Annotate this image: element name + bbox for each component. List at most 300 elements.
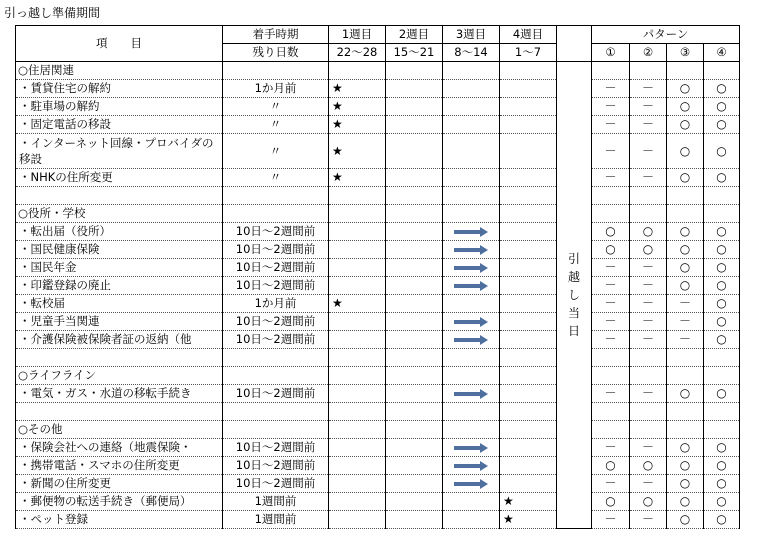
pattern-cell: － xyxy=(630,134,667,169)
week-cell xyxy=(500,385,557,403)
item-label: ・郵便物の転送手続き（郵便局） xyxy=(16,493,223,511)
empty-cell xyxy=(223,187,329,205)
pattern-cell xyxy=(704,403,740,421)
week-cell xyxy=(386,187,443,205)
document-title: 引っ越し準備期間 xyxy=(4,6,101,20)
pattern-cell xyxy=(667,205,704,223)
start-time: 10日～2週間前 xyxy=(223,241,329,259)
pattern-cell: － xyxy=(667,331,704,349)
arrow-right-icon xyxy=(454,245,488,255)
table-row xyxy=(16,493,740,511)
week-cell xyxy=(500,259,557,277)
week-cell xyxy=(386,223,443,241)
arrow-mark xyxy=(443,475,500,493)
pattern-cell: ○ xyxy=(704,457,740,475)
pattern-cell xyxy=(592,367,630,385)
star-mark: ★ xyxy=(329,80,386,98)
week-cell xyxy=(386,98,443,116)
table-row xyxy=(16,511,740,529)
start-time-header: 着手時期 xyxy=(223,26,329,44)
week-cell xyxy=(329,241,386,259)
item-label: ・電気・ガス・水道の移転手続き xyxy=(16,385,223,403)
start-time: 10日～2週間前 xyxy=(223,331,329,349)
arrow-mark xyxy=(443,331,500,349)
pattern-cell: － xyxy=(630,475,667,493)
pattern-cell: － xyxy=(592,511,630,529)
item-label: ・駐車場の解約 xyxy=(16,98,223,116)
week-cell xyxy=(329,511,386,529)
arrow-right-icon xyxy=(454,317,488,327)
arrow-mark xyxy=(443,223,500,241)
pattern-1-header: ① xyxy=(592,44,630,62)
week-cell xyxy=(443,187,500,205)
pattern-cell xyxy=(592,349,630,367)
pattern-cell: － xyxy=(592,116,630,134)
item-label: ・介護保険被保険者証の返納（他 xyxy=(16,331,223,349)
pattern-cell xyxy=(667,349,704,367)
week1-range: 22～28 xyxy=(329,44,386,62)
week-cell xyxy=(500,62,557,80)
item-label: ・国民健康保険 xyxy=(16,241,223,259)
week-cell xyxy=(500,134,557,169)
pattern-cell xyxy=(704,421,740,439)
pattern-cell: － xyxy=(592,313,630,331)
week3-range: 8～14 xyxy=(443,44,500,62)
week-cell xyxy=(443,62,500,80)
week-cell xyxy=(443,367,500,385)
moving-day-header xyxy=(557,26,592,44)
table-row xyxy=(16,98,740,116)
pattern-header: パターン xyxy=(592,26,740,44)
pattern-cell: ○ xyxy=(667,439,704,457)
table-row xyxy=(16,223,740,241)
week-cell xyxy=(443,421,500,439)
pattern-cell: ○ xyxy=(704,277,740,295)
pattern-cell: － xyxy=(630,80,667,98)
pattern-cell: － xyxy=(592,475,630,493)
week3-header: 3週目 xyxy=(443,26,500,44)
week-cell xyxy=(386,259,443,277)
pattern-cell: ○ xyxy=(704,493,740,511)
start-time: 1か月前 xyxy=(223,80,329,98)
pattern-cell: ○ xyxy=(667,457,704,475)
header-row-1 xyxy=(16,26,740,44)
item-label: ・賃貸住宅の解約 xyxy=(16,80,223,98)
table-row xyxy=(16,295,740,313)
pattern-cell: － xyxy=(630,511,667,529)
week-cell xyxy=(386,511,443,529)
star-mark: ★ xyxy=(329,295,386,313)
pattern-cell: － xyxy=(592,331,630,349)
table-row xyxy=(16,385,740,403)
week-cell xyxy=(500,475,557,493)
week-cell xyxy=(386,62,443,80)
pattern-cell: ○ xyxy=(704,169,740,187)
pattern-cell: ○ xyxy=(704,259,740,277)
pattern-cell xyxy=(630,205,667,223)
section-row xyxy=(16,421,740,439)
week-cell xyxy=(500,421,557,439)
pattern-cell: ○ xyxy=(704,241,740,259)
section-label: ○住居関連 xyxy=(16,62,223,80)
pattern-cell: ○ xyxy=(630,457,667,475)
section-row xyxy=(16,367,740,385)
pattern-3-header: ③ xyxy=(667,44,704,62)
pattern-cell: ○ xyxy=(667,98,704,116)
week-cell xyxy=(500,295,557,313)
start-time: 10日～2週間前 xyxy=(223,385,329,403)
pattern-cell xyxy=(592,187,630,205)
start-time: 10日～2週間前 xyxy=(223,457,329,475)
start-time: 10日～2週間前 xyxy=(223,475,329,493)
table-row xyxy=(16,169,740,187)
pattern-cell xyxy=(592,421,630,439)
table-row xyxy=(16,457,740,475)
pattern-cell xyxy=(704,62,740,80)
pattern-cell: － xyxy=(630,277,667,295)
pattern-cell: ○ xyxy=(704,223,740,241)
item-label: ・携帯電話・スマホの住所変更 xyxy=(16,457,223,475)
week-cell xyxy=(329,421,386,439)
week-cell xyxy=(500,223,557,241)
star-mark: ★ xyxy=(329,134,386,169)
section-label: ○ライフライン xyxy=(16,367,223,385)
pattern-cell: － xyxy=(630,313,667,331)
pattern-cell: ○ xyxy=(667,116,704,134)
pattern-cell xyxy=(704,349,740,367)
week-cell xyxy=(500,116,557,134)
pattern-cell: ○ xyxy=(704,385,740,403)
week-cell xyxy=(386,80,443,98)
week-cell xyxy=(329,475,386,493)
pattern-cell: ○ xyxy=(704,313,740,331)
item-label: ・保険会社への連絡（地震保険・ xyxy=(16,439,223,457)
start-time: 〃 xyxy=(223,134,329,169)
week-cell xyxy=(386,169,443,187)
week-cell xyxy=(500,277,557,295)
week-cell xyxy=(443,205,500,223)
pattern-cell: ○ xyxy=(704,134,740,169)
item-label: ・転出届（役所） xyxy=(16,223,223,241)
week-cell xyxy=(443,349,500,367)
week-cell xyxy=(500,331,557,349)
item-label: ・インターネット回線・プロバイダの移設 xyxy=(16,134,223,169)
pattern-cell: ○ xyxy=(667,241,704,259)
week-cell xyxy=(443,134,500,169)
pattern-cell: ○ xyxy=(592,241,630,259)
pattern-cell: ○ xyxy=(667,169,704,187)
week-cell xyxy=(329,259,386,277)
star-mark: ★ xyxy=(329,169,386,187)
section-label: ○その他 xyxy=(16,421,223,439)
pattern-cell: － xyxy=(592,80,630,98)
arrow-right-icon xyxy=(454,335,488,345)
arrow-mark xyxy=(443,277,500,295)
pattern-cell: － xyxy=(630,331,667,349)
week-cell xyxy=(329,493,386,511)
start-time: 〃 xyxy=(223,169,329,187)
week-cell xyxy=(443,403,500,421)
empty-cell xyxy=(223,421,329,439)
week-cell xyxy=(500,187,557,205)
arrow-right-icon xyxy=(454,461,488,471)
item-label: ・国民年金 xyxy=(16,259,223,277)
start-time: 〃 xyxy=(223,116,329,134)
pattern-cell: ○ xyxy=(704,80,740,98)
pattern-cell: － xyxy=(667,313,704,331)
week-cell xyxy=(386,457,443,475)
days-left-header: 残り日数 xyxy=(223,44,329,62)
pattern-cell: ○ xyxy=(667,80,704,98)
table-row xyxy=(16,134,740,169)
pattern-cell: ○ xyxy=(667,475,704,493)
empty-cell xyxy=(16,403,223,421)
week-cell xyxy=(386,493,443,511)
item-label: ・新聞の住所変更 xyxy=(16,475,223,493)
pattern-cell xyxy=(630,367,667,385)
pattern-cell: － xyxy=(592,169,630,187)
week-cell xyxy=(386,241,443,259)
week4-range: 1～7 xyxy=(500,44,557,62)
week-cell xyxy=(386,385,443,403)
table-row xyxy=(16,116,740,134)
moving-day-label: 引越し当日 xyxy=(567,252,580,338)
item-label: ・印鑑登録の廃止 xyxy=(16,277,223,295)
start-time: 10日～2週間前 xyxy=(223,313,329,331)
pattern-cell xyxy=(667,403,704,421)
pattern-cell: ○ xyxy=(667,277,704,295)
pattern-cell: ○ xyxy=(630,223,667,241)
pattern-cell: － xyxy=(592,385,630,403)
star-mark: ★ xyxy=(500,511,557,529)
start-time: 1か月前 xyxy=(223,295,329,313)
arrow-mark xyxy=(443,385,500,403)
pattern-cell: ○ xyxy=(592,457,630,475)
table-row xyxy=(16,80,740,98)
week-cell xyxy=(443,98,500,116)
week-cell xyxy=(329,187,386,205)
section-label: ○役所・学校 xyxy=(16,205,223,223)
pattern-cell: － xyxy=(630,385,667,403)
blank-row xyxy=(16,403,740,421)
pattern-cell: ○ xyxy=(667,511,704,529)
week-cell xyxy=(500,80,557,98)
week-cell xyxy=(386,367,443,385)
pattern-cell xyxy=(630,349,667,367)
pattern-cell: ○ xyxy=(592,223,630,241)
pattern-cell: － xyxy=(667,295,704,313)
week-cell xyxy=(329,457,386,475)
week-cell xyxy=(329,385,386,403)
table-row xyxy=(16,241,740,259)
pattern-cell xyxy=(704,187,740,205)
schedule-table xyxy=(15,25,740,529)
item-label: ・NHKの住所変更 xyxy=(16,169,223,187)
pattern-cell: ○ xyxy=(592,493,630,511)
table-row xyxy=(16,259,740,277)
moving-day-header-2 xyxy=(557,44,592,62)
week-cell xyxy=(386,475,443,493)
arrow-right-icon xyxy=(454,443,488,453)
pattern-cell: ○ xyxy=(704,511,740,529)
week-cell xyxy=(329,367,386,385)
week-cell xyxy=(500,169,557,187)
pattern-cell: ○ xyxy=(667,223,704,241)
empty-cell xyxy=(223,205,329,223)
pattern-cell: ○ xyxy=(704,116,740,134)
pattern-cell xyxy=(592,205,630,223)
start-time: 10日～2週間前 xyxy=(223,223,329,241)
week-cell xyxy=(386,134,443,169)
pattern-cell: － xyxy=(630,116,667,134)
section-row xyxy=(16,205,740,223)
arrow-right-icon xyxy=(454,263,488,273)
week-cell xyxy=(443,116,500,134)
week-cell xyxy=(329,349,386,367)
pattern-cell xyxy=(667,187,704,205)
week-cell xyxy=(329,205,386,223)
empty-cell xyxy=(223,403,329,421)
pattern-cell xyxy=(630,403,667,421)
pattern-cell xyxy=(667,62,704,80)
blank-row xyxy=(16,187,740,205)
pattern-cell: － xyxy=(592,134,630,169)
pattern-4-header: ④ xyxy=(704,44,740,62)
week-cell xyxy=(500,349,557,367)
pattern-2-header: ② xyxy=(630,44,667,62)
pattern-cell: ○ xyxy=(667,493,704,511)
pattern-cell xyxy=(667,367,704,385)
pattern-cell: ○ xyxy=(630,241,667,259)
arrow-mark xyxy=(443,439,500,457)
week1-header: 1週目 xyxy=(329,26,386,44)
item-header: 項 目 xyxy=(16,26,223,62)
week-cell xyxy=(500,367,557,385)
week-cell xyxy=(500,98,557,116)
week-cell xyxy=(386,439,443,457)
blank-row xyxy=(16,349,740,367)
week-cell xyxy=(329,277,386,295)
start-time: 10日～2週間前 xyxy=(223,259,329,277)
week-cell xyxy=(329,223,386,241)
empty-cell xyxy=(223,349,329,367)
pattern-cell xyxy=(630,187,667,205)
arrow-right-icon xyxy=(454,281,488,291)
pattern-cell: ○ xyxy=(704,98,740,116)
pattern-cell: － xyxy=(592,259,630,277)
week-cell xyxy=(386,277,443,295)
table-row xyxy=(16,313,740,331)
arrow-right-icon xyxy=(454,389,488,399)
week-cell xyxy=(500,205,557,223)
empty-cell xyxy=(223,367,329,385)
week-cell xyxy=(386,421,443,439)
week-cell xyxy=(443,493,500,511)
pattern-cell: ○ xyxy=(667,259,704,277)
week-cell xyxy=(500,457,557,475)
item-label: ・児童手当関連 xyxy=(16,313,223,331)
week-cell xyxy=(329,403,386,421)
star-mark: ★ xyxy=(329,116,386,134)
item-label: ・ペット登録 xyxy=(16,511,223,529)
week-cell xyxy=(386,295,443,313)
table-row xyxy=(16,439,740,457)
empty-cell xyxy=(16,187,223,205)
week-cell xyxy=(329,331,386,349)
pattern-cell: ○ xyxy=(667,385,704,403)
pattern-cell xyxy=(630,421,667,439)
week-cell xyxy=(500,241,557,259)
week-cell xyxy=(386,349,443,367)
moving-day-column xyxy=(557,62,592,529)
arrow-mark xyxy=(443,241,500,259)
empty-cell xyxy=(16,349,223,367)
pattern-cell xyxy=(592,403,630,421)
pattern-cell: ○ xyxy=(630,493,667,511)
pattern-cell: － xyxy=(592,98,630,116)
start-time: 〃 xyxy=(223,98,329,116)
week-cell xyxy=(386,205,443,223)
week-cell xyxy=(386,116,443,134)
week-cell xyxy=(386,403,443,421)
pattern-cell: ○ xyxy=(704,331,740,349)
schedule-body xyxy=(16,62,740,529)
pattern-cell: － xyxy=(592,295,630,313)
star-mark: ★ xyxy=(500,493,557,511)
pattern-cell xyxy=(704,367,740,385)
week-cell xyxy=(329,313,386,331)
star-mark: ★ xyxy=(329,98,386,116)
arrow-right-icon xyxy=(454,227,488,237)
pattern-cell: － xyxy=(630,169,667,187)
table-row xyxy=(16,331,740,349)
section-row xyxy=(16,62,740,80)
arrow-right-icon xyxy=(454,479,488,489)
pattern-cell: － xyxy=(630,98,667,116)
week-cell xyxy=(386,313,443,331)
pattern-cell: ○ xyxy=(704,475,740,493)
pattern-cell: － xyxy=(630,439,667,457)
week-cell xyxy=(443,80,500,98)
pattern-cell: ○ xyxy=(704,439,740,457)
week4-header: 4週目 xyxy=(500,26,557,44)
week-cell xyxy=(443,511,500,529)
pattern-cell: － xyxy=(592,277,630,295)
start-time: 10日～2週間前 xyxy=(223,439,329,457)
start-time: 1週間前 xyxy=(223,493,329,511)
arrow-mark xyxy=(443,259,500,277)
table-row xyxy=(16,475,740,493)
empty-cell xyxy=(223,62,329,80)
week-cell xyxy=(500,403,557,421)
week2-header: 2週目 xyxy=(386,26,443,44)
item-label: ・固定電話の移設 xyxy=(16,116,223,134)
week-cell xyxy=(443,295,500,313)
pattern-cell xyxy=(592,62,630,80)
pattern-cell: ○ xyxy=(667,134,704,169)
pattern-cell: － xyxy=(630,259,667,277)
week-cell xyxy=(443,169,500,187)
week-cell xyxy=(329,62,386,80)
pattern-cell xyxy=(704,205,740,223)
pattern-cell: － xyxy=(630,295,667,313)
arrow-mark xyxy=(443,457,500,475)
pattern-cell: ○ xyxy=(704,295,740,313)
pattern-cell xyxy=(630,62,667,80)
item-label: ・転校届 xyxy=(16,295,223,313)
week-cell xyxy=(500,313,557,331)
arrow-mark xyxy=(443,313,500,331)
